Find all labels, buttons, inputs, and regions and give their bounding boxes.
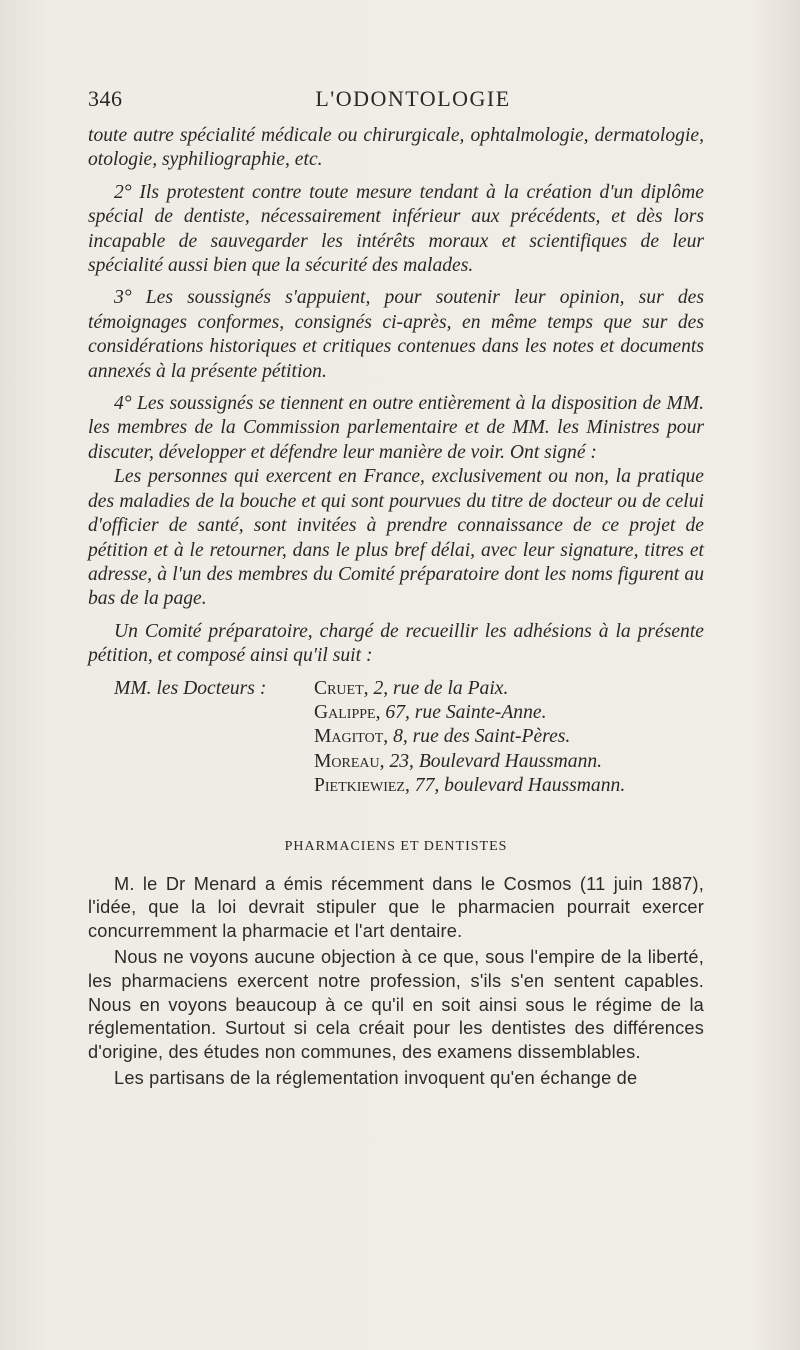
article-paragraph: M. le Dr Menard a émis récemment dans le Cosmos (11 juin 1887), l'idée, que la loi devrait stipuler que le pharmacien pourrait exercer concurremment la pharmacie et l'art dentaire. [88, 873, 704, 941]
article-text [88, 873, 704, 1091]
member-address: 77, boulevard Haussmann. [414, 775, 626, 797]
committee-member [314, 774, 625, 798]
page-body [88, 124, 704, 1091]
member-name: Cruet, [314, 677, 369, 699]
page-header [88, 86, 702, 116]
committee-lead: MM. les Docteurs : [114, 677, 267, 699]
committee-member [314, 725, 625, 749]
article-paragraph: Nous ne voyons aucune objection à ce que, sous l'empire de la liberté, les pharmaciens exercent notre profession, s'ils s'en sentent capables. Nous en voyons beaucoup à ce qu'il en soit ainsi sous le régime de la réglementation. Surtout si cela créait pour les dentistes des différences d'origine, des études non communes, des examens dissemblables. [88, 947, 704, 1062]
running-title: L'ODONTOLOGIE [315, 86, 511, 111]
member-name: Magitot, [314, 726, 389, 748]
petition-paragraph: Les personnes qui exercent en France, exclusivement ou non, la pratique des maladies de la bouche et qui sont pourvues du titre de docteur ou de celui d'officier de santé, sont invitées à prendre connaissance de ce projet de pétition et à le retourner, dans le plus bref délai, avec leur signature, titres et adresse, à l'un des membres du Comité préparatoire dont les noms figurent au bas de la page. [88, 466, 704, 610]
member-address: 2, rue de la Paix. [373, 677, 509, 699]
article-paragraph: Les partisans de la réglementation invoquent qu'en échange de [114, 1068, 638, 1089]
petition-paragraph: Un Comité préparatoire, chargé de recueillir les adhésions à la présente pétition, et composé ainsi qu'il suit : [88, 620, 704, 667]
committee-list [88, 677, 704, 799]
member-name: Galippe, [314, 701, 381, 723]
petition-paragraph: 2° Ils protestent contre toute mesure tendant à la création d'un diplôme spécial de dentiste, nécessairement inférieur aux précédents, et dès lors incapable de sauvegarder les intérêts moraux et scientifiques de leur spécialité aussi bien que la sécurité des malades. [88, 181, 704, 277]
petition-text [88, 124, 704, 669]
committee-members [314, 677, 625, 799]
member-address: 8, rue des Saint-Pères. [393, 726, 571, 748]
committee-member [314, 750, 625, 774]
section-title: PHARMACIENS ET DENTISTES [284, 838, 508, 854]
member-name: Moreau, [314, 750, 385, 772]
petition-paragraph: 4° Les soussignés se tiennent en outre entièrement à la disposition de MM. les membres de la Commission parlementaire et de MM. les Ministres pour discuter, développer et défendre leur manière de voir. Ont signé : [88, 393, 704, 463]
member-address: 67, rue Sainte-Anne. [385, 701, 547, 723]
member-name: Pietkiewiez, [314, 775, 410, 797]
page-number: 346 [88, 86, 123, 111]
committee-member [314, 677, 625, 701]
member-address: 23, Boulevard Haussmann. [389, 750, 603, 772]
petition-paragraph: 3° Les soussignés s'appuient, pour soutenir leur opinion, sur des témoignages conformes, consignés ci-après, en même temps que sur des considérations historiques et critiques contenues dans les notes et documents annexés à la présente pétition. [88, 287, 704, 382]
petition-paragraph: toute autre spécialité médicale ou chirurgicale, ophtalmologie, dermatologie, otologie, syphiliographie, etc. [88, 125, 704, 171]
committee-member [314, 701, 625, 725]
